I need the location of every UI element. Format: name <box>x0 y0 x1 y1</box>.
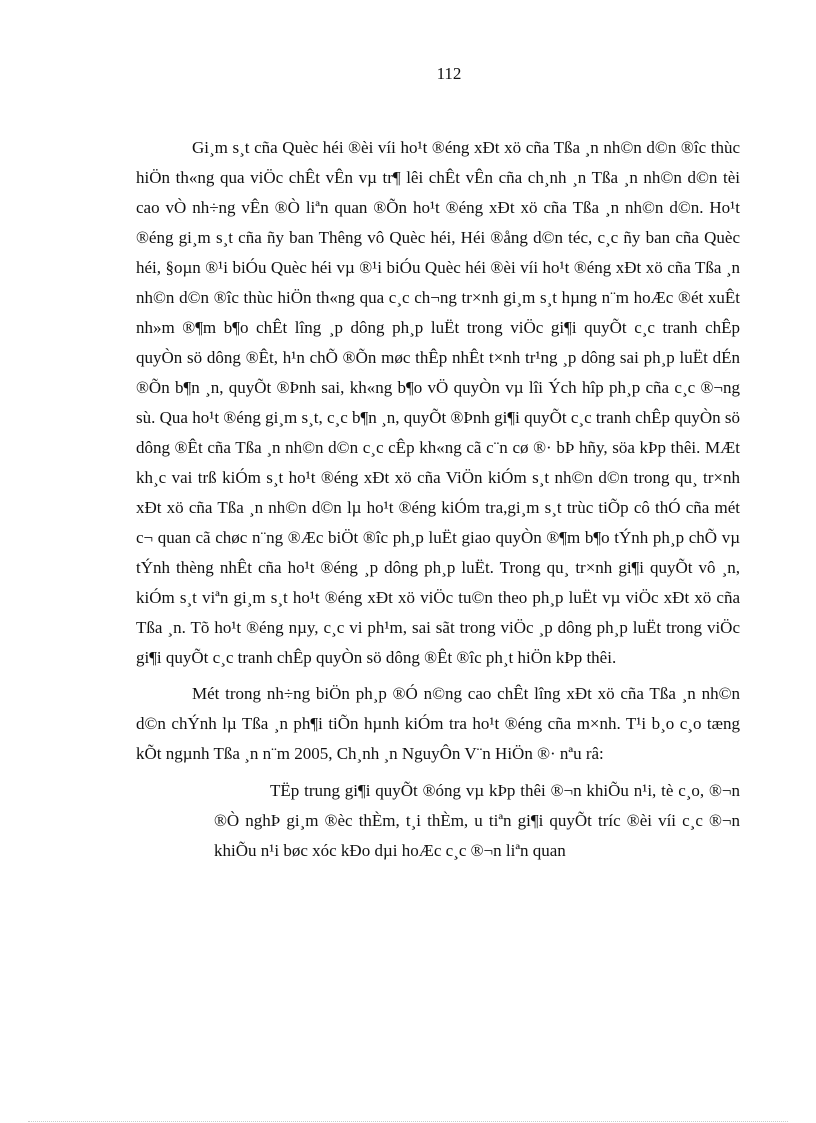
page-bottom-border <box>28 1121 788 1122</box>
paragraph: Mét trong nh÷ng biÖn ph¸p ®Ó n©ng cao chÊt lîng xÐt xö cña Tßa ¸n nh©n d©n chÝnh lµ Tßa ¸n ph¶i tiÕn hµnh kiÓm tra ho¹t ®éng cña m×nh. T¹i b¸o c¸o tæng kÕt ngµnh Tßa ¸n n¨m 2005, Ch¸nh ¸n NguyÔn V¨n HiÖn ®· nªu râ: <box>136 684 740 763</box>
body-text <box>136 133 740 866</box>
block-quote: TËp trung gi¶i quyÕt ®óng vµ kÞp thêi ®¬n khiÕu n¹i, tè c¸o, ®¬n ®Ò nghÞ gi¸m ®èc thÈm, t¸i thÈm, u tiªn gi¶i quyÕt tríc ®èi víi c¸c ®¬n khiÕu n¹i bøc xóc kÐo dµi hoÆc c¸c ®¬n liªn quan <box>214 781 740 860</box>
paragraph: Gi¸m s¸t cña Quèc héi ®èi víi ho¹t ®éng xÐt xö cña Tßa ¸n nh©n d©n ®îc thùc hiÖn th«ng qua viÖc chÊt vÊn vµ tr¶ lêi chÊt vÊn cña ch¸nh ¸n Tßa ¸n nh©n d©n tèi cao vÒ nh÷ng vÊn ®Ò liªn quan ®Õn ho¹t ®éng xÐt xö cña Tßa ¸n nh©n d©n. Ho¹t ®éng gi¸m s¸t cña ñy ban Thêng vô Quèc héi, Héi ®ång d©n téc, c¸c ñy ban cña Quèc héi, §oµn ®¹i biÓu Quèc héi vµ ®¹i biÓu Quèc héi ®èi víi ho¹t ®éng xÐt xö cña Tßa ¸n nh©n d©n ®îc thùc hiÖn th«ng qua c¸c ch¬ng tr×nh gi¸m s¸t hµng n¨m hoÆc ®ét xuÊt nh»m ®¶m b¶o chÊt lîng ¸p dông ph¸p luËt trong viÖc gi¶i quyÕt c¸c tranh chÊp quyÒn sö dông ®Êt, h¹n chÕ ®Õn møc thÊp nhÊt t×nh tr¹ng ¸p dông sai ph¸p luËt dÉn ®Õn b¶n ¸n, quyÕt ®Þnh sai, kh«ng b¶o vÖ quyÒn vµ lîi Ých hîp ph¸p cña c¸c ®¬ng sù. Qua ho¹t ®éng gi¸m s¸t, c¸c b¶n ¸n, quyÕt ®Þnh gi¶i quyÕt c¸c tranh chÊp quyÒn sö dông ®Êt cña Tßa ¸n nh©n d©n c¸c cÊp kh«ng cã c¨n cø ®· bÞ hñy, söa kÞp thêi. MÆt kh¸c vai trß kiÓm s¸t ho¹t ®éng xÐt xö cña ViÖn kiÓm s¸t nh©n d©n trong qu¸ tr×nh xÐt xö cña Tßa ¸n nh©n d©n lµ ho¹t ®éng kiÓm tra,gi¸m s¸t trùc tiÕp cô thÓ cña mét c¬ quan cã chøc n¨ng ®Æc biÖt ®îc ph¸p luËt giao quyÒn ®¶m b¶o tÝnh ph¸p chÕ vµ tÝnh thèng nhÊt cña ho¹t ®éng ¸p dông ph¸p luËt. Trong qu¸ tr×nh gi¶i quyÕt vô ¸n, kiÓm s¸t viªn gi¸m s¸t ho¹t ®éng xÐt xö viÖc tu©n theo ph¸p luËt vµ viÖc xÐt xö cña Tßa ¸n. Tõ ho¹t ®éng nµy, c¸c vi ph¹m, sai sãt trong viÖc ¸p dông ph¸p luËt trong viÖc gi¶i quyÕt c¸c tranh chÊp quyÒn sö dông ®Êt ®îc ph¸t hiÖn kÞp thêi. <box>136 138 740 667</box>
page-number: 112 <box>436 64 462 83</box>
